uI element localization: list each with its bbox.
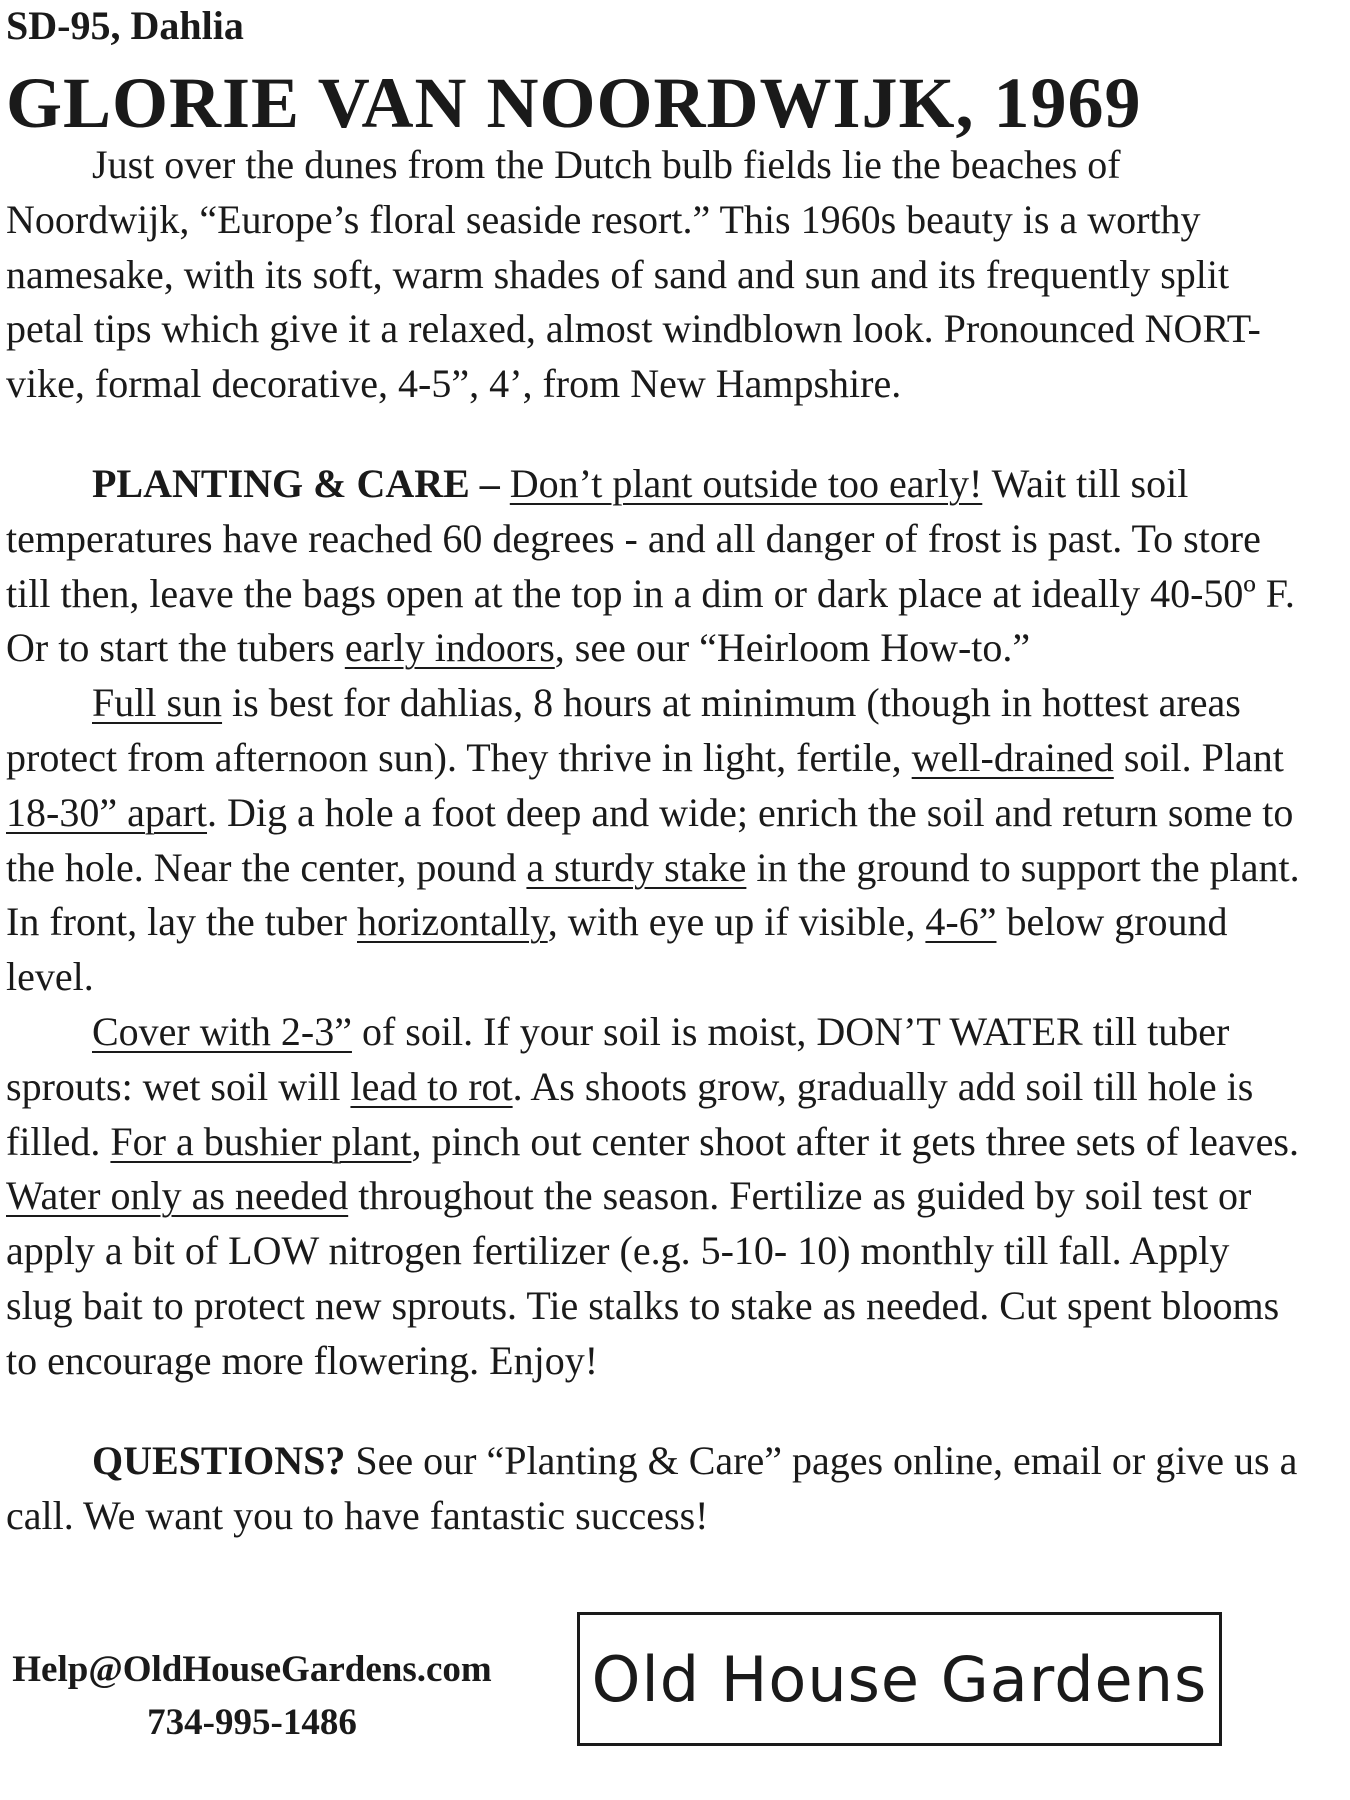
phone-number: 734-995-1486 (147, 1702, 357, 1743)
care-emphasis: Water only as needed (6, 1173, 349, 1219)
contact-block (4, 1643, 500, 1749)
page-title: GLORIE VAN NOORDWIJK, 1969 (6, 63, 1142, 143)
intro-text: Just over the dunes from the Dutch bulb fields lie the beaches of Noordwijk, “Europe’s floral seaside resort.” This 1960s beauty is a worthy namesake, with its soft, warm shades of sand and sun and its frequently split petal tips which give it a relaxed, almost windblown look. Pronounced NORT-vike, formal decorative, 4-5”, 4’, from New Hampshire. (6, 142, 1261, 407)
care-text: , pinch out center shoot after it gets three sets of leaves. (411, 1118, 1299, 1164)
planting-care-section (6, 457, 1302, 1389)
care-emphasis: Don’t plant outside too early! (509, 461, 983, 506)
intro-paragraph (6, 138, 1302, 412)
care-emphasis: lead to rot (350, 1063, 513, 1109)
care-text: Wait till soil temperatures have reached 60 degrees - and all danger of frost is past. To store till then, leave the bags open at the top in a dim or dark place at ideally 40-50º F. Or to start the tubers (6, 461, 1295, 671)
product-code: SD-95, Dahlia (6, 3, 244, 48)
care-emphasis: Cover with 2-3” (92, 1008, 352, 1054)
care-text: below ground level. (6, 899, 1228, 1000)
questions-text: See our “Planting & Care” pages online, email or give us a call. We want you to have fantastic success! (6, 1438, 1298, 1538)
brand-logo (577, 1612, 1222, 1746)
logo-text: Old House Gardens (591, 1642, 1208, 1716)
care-heading: PLANTING & CARE – (92, 461, 500, 506)
care-text: . As shoots grow, gradually add soil till hole is filled. (6, 1063, 1254, 1164)
care-text: soil. Plant (1113, 734, 1284, 780)
care-text: , see our “Heirloom How-to.” (554, 625, 1031, 671)
care-text: is best for dahlias, 8 hours at minimum (though in hottest areas protect from afternoon sun). They thrive in light, fertile, (6, 680, 1241, 780)
care-emphasis: well-drained (911, 734, 1114, 780)
care-emphasis: early indoors (344, 625, 555, 671)
care-emphasis: Full sun (92, 680, 223, 726)
questions-heading: QUESTIONS? (92, 1438, 346, 1483)
care-text: . Dig a hole a foot deep and wide; enrich the soil and return some to the hole. Near the center, pound (6, 789, 1294, 890)
care-emphasis: horizontally (357, 899, 548, 945)
care-text: in the ground to support the plant. In front, lay the tuber (6, 844, 1300, 945)
care-emphasis: For a bushier plant (110, 1118, 412, 1164)
email-link[interactable]: Help@OldHouseGardens.com (12, 1649, 492, 1690)
questions-paragraph (6, 1434, 1302, 1544)
care-emphasis: a sturdy stake (526, 844, 747, 890)
care-text: of soil. If your soil is moist, DON’T WATER till tuber sprouts: wet soil will (6, 1008, 1230, 1109)
care-text: throughout the season. Fertilize as guided by soil test or apply a bit of LOW nitrogen fertilizer (e.g. 5-10- 10) monthly till fall. Apply slug bait to protect new sprouts. Tie stalks to stake as needed. Cut spent blooms to encourage more flowering. Enjoy! (6, 1173, 1280, 1383)
care-emphasis: 18-30” apart (6, 789, 208, 835)
care-text: , with eye up if visible, (547, 899, 926, 945)
care-emphasis: 4-6” (925, 899, 997, 945)
